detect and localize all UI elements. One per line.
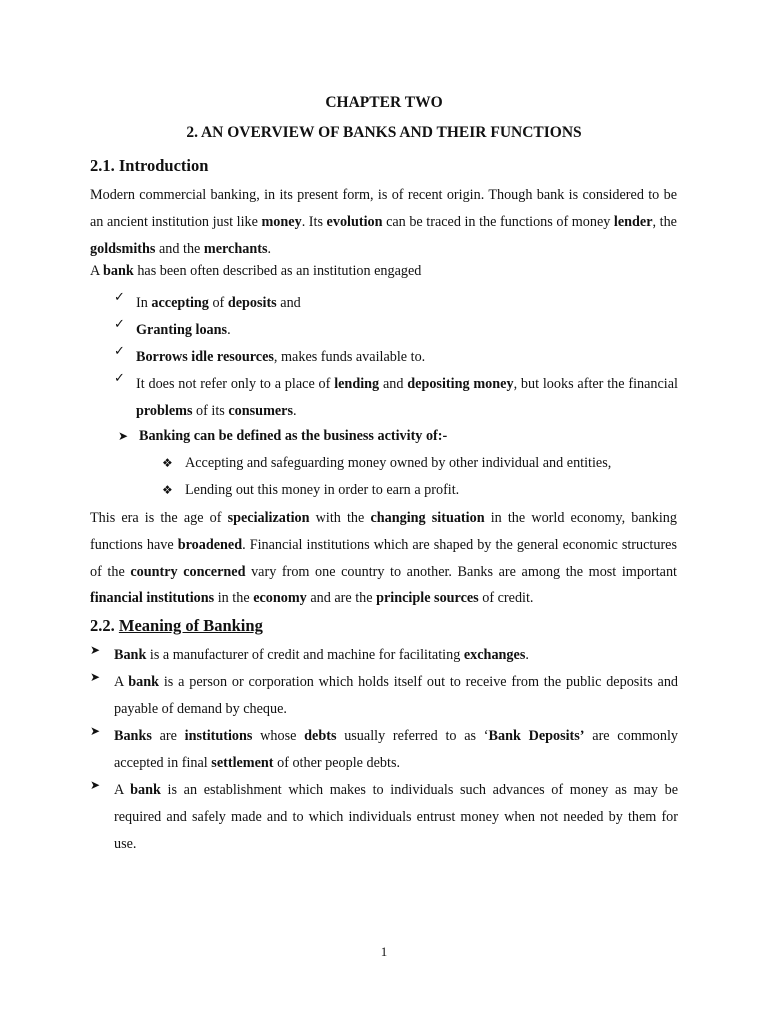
check-mark-icon: ✓ bbox=[114, 290, 125, 305]
chapter-subtitle: 2. AN OVERVIEW OF BANKS AND THEIR FUNCTIONS bbox=[186, 124, 582, 141]
banking-definition-text: Banking can be defined as the business activity of:- bbox=[139, 428, 448, 444]
meaning-item-text: Banks are institutions whose debts usually referred to as ‘Bank Deposits’ are commonly accepted in final settlement of other people debts. bbox=[114, 728, 678, 771]
section-title: Meaning of Banking bbox=[118, 616, 263, 635]
meaning-item-text: A bank is a person or corporation which holds itself out to receive from the public deposits and payable of demand by cheque. bbox=[114, 674, 679, 717]
arrowhead-bullet-icon: ➤ bbox=[90, 778, 101, 792]
section-heading-meaning bbox=[90, 616, 263, 636]
banking-definition bbox=[118, 428, 448, 445]
page-number: 1 bbox=[380, 944, 388, 959]
activity-text: Accepting and safeguarding money owned by other individual and entities, bbox=[185, 455, 612, 471]
meaning-item bbox=[90, 777, 678, 857]
check-mark-icon: ✓ bbox=[114, 344, 125, 359]
section-title: Introduction bbox=[118, 156, 209, 175]
activity-text: Lending out this money in order to earn a profit. bbox=[185, 482, 460, 498]
checklist-item-text: Granting loans. bbox=[136, 322, 231, 338]
activity-item bbox=[162, 482, 460, 499]
intro-paragraph-2: A bank has been often described as an institution engaged bbox=[90, 263, 422, 279]
meaning-item bbox=[90, 723, 678, 777]
checklist-item-text: It does not refer only to a place of lending and depositing money, but looks after the financial problems of its consumers. bbox=[136, 376, 678, 419]
arrowhead-bullet-icon: ➤ bbox=[90, 643, 101, 657]
arrowhead-bullet-icon: ➤ bbox=[90, 724, 101, 738]
meaning-item bbox=[90, 642, 678, 669]
four-diamond-bullet-icon: ❖ bbox=[162, 456, 173, 470]
meaning-item-text: A bank is an establishment which makes to individuals such advances of money as may be required and safely made and to which individuals entrust money when not needed by them for use. bbox=[114, 782, 678, 852]
meaning-item-text: Bank is a manufacturer of credit and machine for facilitating exchanges. bbox=[114, 647, 529, 663]
four-diamond-bullet-icon: ❖ bbox=[162, 483, 173, 497]
activity-item bbox=[162, 455, 612, 472]
check-mark-icon: ✓ bbox=[114, 317, 125, 332]
arrowhead-bullet-icon: ➤ bbox=[90, 670, 101, 684]
intro-paragraph-1: Modern commercial banking, in its present form, is of recent origin. Though bank is considered to be an ancient institution just like money. Its evolution can be traced in the functions of money lender, the goldsmiths and the merchants. bbox=[90, 187, 677, 257]
checklist-item bbox=[114, 371, 678, 425]
checklist-item bbox=[114, 290, 678, 317]
section-number: 2.2. bbox=[90, 616, 115, 635]
checklist-item bbox=[114, 344, 678, 371]
checklist-item bbox=[114, 317, 678, 344]
chapter-title: CHAPTER TWO bbox=[325, 94, 443, 111]
meaning-item bbox=[90, 669, 679, 723]
arrowhead-bullet-icon: ➤ bbox=[118, 429, 129, 443]
checklist-item-text: Borrows idle resources, makes funds available to. bbox=[136, 349, 426, 365]
intro-paragraph-3: This era is the age of specialization with the changing situation in the world economy, banking functions have broadened. Financial institutions which are shaped by the general economic structures of the country concerned vary from one country to another. Banks are among the most important financial institutions in the economy and are the principle sources of credit. bbox=[90, 510, 678, 607]
section-heading-introduction bbox=[90, 156, 208, 176]
section-number: 2.1. bbox=[90, 156, 115, 175]
checklist-item-text: In accepting of deposits and bbox=[136, 295, 301, 311]
check-mark-icon: ✓ bbox=[114, 371, 125, 386]
